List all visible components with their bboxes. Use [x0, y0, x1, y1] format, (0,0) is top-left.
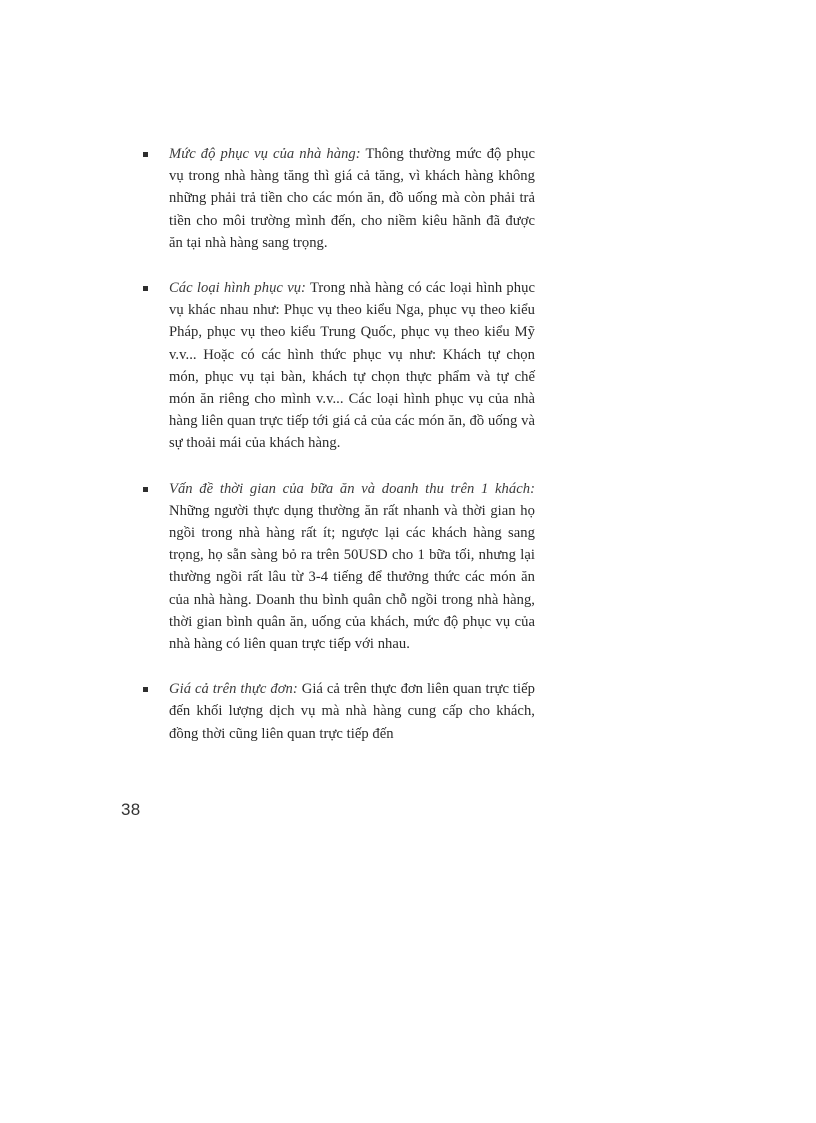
- bullet-item-service-level: [143, 143, 535, 254]
- bullet-square-icon: [143, 152, 148, 157]
- bullet-term: Giá cả trên thực đơn:: [169, 681, 298, 698]
- bullet-square-icon: [143, 687, 148, 692]
- bullet-square-icon: [143, 487, 148, 492]
- bullet-term: Các loại hình phục vụ:: [169, 280, 306, 297]
- bullet-item-meal-time-revenue: [143, 478, 535, 656]
- bullet-text: Thông thường mức độ phục vụ trong nhà hàng tăng thì giá cả tăng, vì khách hàng không những phải trả tiền cho các món ăn, đồ uống mà còn phải trả tiền cho môi trường mình đến, cho niềm kiêu hãnh đã được ăn tại nhà hàng sang trọng.: [169, 146, 535, 251]
- bullet-item-menu-price: [143, 678, 535, 745]
- page-number: 38: [121, 800, 141, 819]
- bullet-list: [143, 143, 535, 745]
- bullet-term: Vấn đề thời gian của bữa ăn và doanh thu trên 1 khách:: [169, 480, 535, 497]
- bullet-item-service-types: [143, 277, 535, 455]
- bullet-term: Mức độ phục vụ của nhà hàng:: [169, 146, 361, 162]
- bullet-text: Những người thực dụng thường ăn rất nhanh và thời gian họ ngồi trong nhà hàng rất ít; ngược lại các khách hàng sang trọng, họ sẵn sàng bỏ ra trên 50USD cho 1 bữa tối, nhưng lại thường ngồi rất lâu từ 3-4 tiếng để thưởng thức các món ăn của nhà hàng. Doanh thu bình quân chỗ ngồi trong nhà hàng, thời gian bình quân ăn, uống của khách, mức độ phục vụ của nhà hàng có liên quan trực tiếp với nhau.: [169, 502, 535, 653]
- bullet-text: Giá cả trên thực đơn liên quan trực tiếp đến khối lượng dịch vụ mà nhà hàng cung cấp cho khách, đồng thời cũng liên quan trực tiếp đến: [169, 681, 535, 742]
- bullet-square-icon: [143, 286, 148, 291]
- bullet-text: Trong nhà hàng có các loại hình phục vụ khác nhau như: Phục vụ theo kiểu Nga, phục vụ theo kiểu Pháp, phục vụ theo kiểu Trung Quốc, phục vụ theo kiểu Mỹ v.v... Hoặc có các hình thức phục vụ như: Khách tự chọn món, phục vụ tại bàn, khách tự chọn thực phẩm và tự chế món ăn riêng cho mình v.v... Các loại hình phục vụ của nhà hàng liên quan trực tiếp tới giá cả của các món ăn, đồ uống và sự thoải mái của khách hàng.: [169, 280, 535, 452]
